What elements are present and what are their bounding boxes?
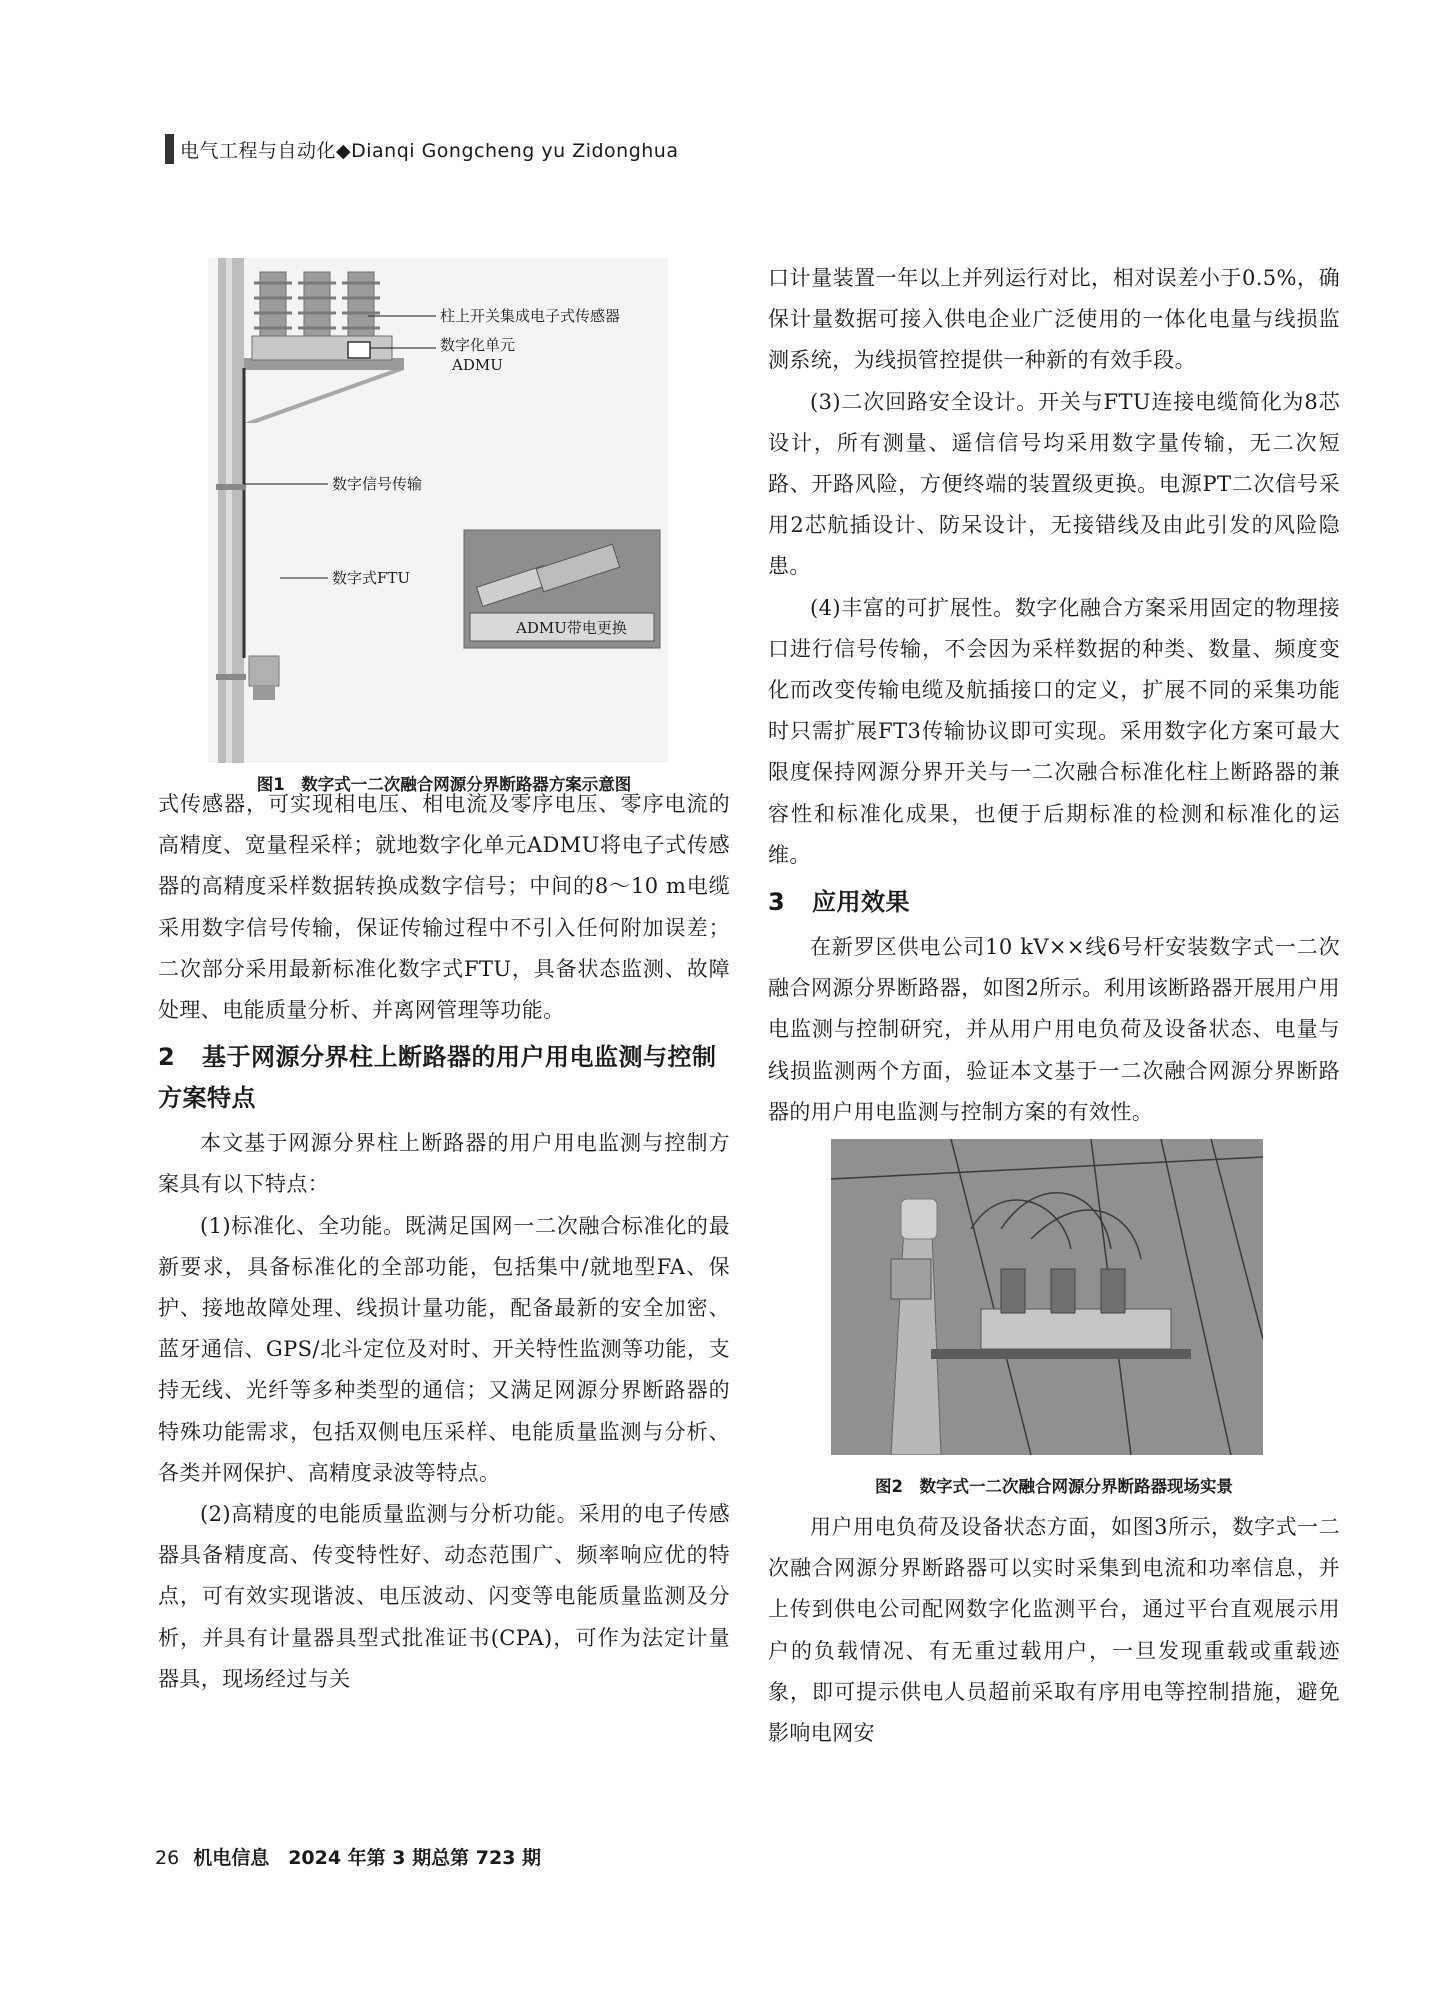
figure-1 xyxy=(158,258,730,794)
figure-2-image xyxy=(831,1139,1263,1455)
label-signal: 数字信号传输 xyxy=(332,475,423,493)
figure-1-caption: 图1 数字式一二次融合网源分界断路器方案示意图 xyxy=(256,775,632,794)
left-column xyxy=(158,258,730,1700)
section-3-heading xyxy=(768,882,1340,923)
figure-2 xyxy=(768,1139,1340,1503)
right-paragraph-5: 用户用电负荷及设备状态方面，如图3所示，数字式一二次融合网源分界断路器可以实时采集到电流和功率信息，并上传到供电公司配网数字化监测平台，通过平台直观展示用户的负载情况、有无重过载用户，一旦发现重载或重载迹象，即可提示供电人员超前采取有序用电等控制措施，避免影响电网安 xyxy=(768,1515,1340,1746)
journal-issue: 机电信息 2024 年第 3 期总第 723 期 xyxy=(193,1847,542,1869)
label-inset: ADMU带电更换 xyxy=(516,619,627,637)
right-paragraph-4: 在新罗区供电公司10 kV××线6号杆安装数字式一二次融合网源分界断路器，如图2所示。利用该断路器开展用户用电监测与控制研究，并从用户用电负荷及设备状态、电量与线损监测两个方面，验证本文基于一二次融合网源分界断路器的用户用电监测与控制方案的有效性。 xyxy=(768,935,1340,1124)
figure-2-caption: 图2 数字式一二次融合网源分界断路器现场实景 xyxy=(875,1477,1233,1497)
running-header xyxy=(165,134,679,164)
right-column xyxy=(768,258,1340,1754)
right-paragraph-3: (4)丰富的可扩展性。数字化融合方案采用固定的物理接口进行信号传输，不会因为采样数据的种类、数量、频度变化而改变传输电缆及航插接口的定义，扩展不同的采集功能时只需扩展FT3传输协议即可实现。采用数字化方案可最大限度保持网源分界开关与一二次融合标准化柱上断路器的兼容性和标准化成果，也便于后期标准的检测和标准化的运维。 xyxy=(768,595,1340,867)
label-admu-line2: ADMU xyxy=(452,356,503,374)
label-admu-line1: 数字化单元 xyxy=(440,336,516,354)
left-paragraph-2: 本文基于网源分界柱上断路器的用户用电监测与控制方案具有以下特点： xyxy=(158,1131,730,1197)
right-paragraph-1: 口计量装置一年以上并列运行对比，相对误差小于0.5%，确保计量数据可接入供电企业广泛使用的一体化电量与线损监测系统，为线损管控提供一种新的有效手段。 xyxy=(768,266,1340,373)
label-ftu: 数字式FTU xyxy=(332,569,411,587)
section-2-number: 2 xyxy=(158,1043,176,1072)
header-text: 电气工程与自动化◆Dianqi Gongcheng yu Zidonghua xyxy=(180,139,679,162)
section-3-number: 3 xyxy=(768,888,786,917)
page-number: 26 xyxy=(155,1847,180,1869)
page-footer xyxy=(155,1843,541,1870)
label-sensor: 柱上开关集成电子式传感器 xyxy=(440,307,621,325)
section-3-title: 应用效果 xyxy=(812,888,910,917)
section-2-title: 基于网源分界柱上断路器的用户用电监测与控制方案特点 xyxy=(158,1043,717,1113)
left-paragraph-4: (2)高精度的电能质量监测与分析功能。采用的电子传感器具备精度高、传变特性好、动态范围广、频率响应优的特点，可有效实现谐波、电压波动、闪变等电能质量监测及分析，并具有计量器具型式批准证书(CPA)，可作为法定计量器具，现场经过与关 xyxy=(158,1502,730,1691)
left-paragraph-3: (1)标准化、全功能。既满足国网一二次融合标准化的最新要求，具备标准化的全部功能，包括集中/就地型FA、保护、接地故障处理、线损计量功能，配备最新的安全加密、蓝牙通信、GPS/北斗定位及对时、开关特性监测等功能，支持无线、光纤等多种类型的通信；又满足网源分界断路器的特殊功能需求，包括双侧电压采样、电能质量监测与分析、各类并网保护、高精度录波等特点。 xyxy=(158,1213,730,1485)
figure-1-image xyxy=(208,258,668,763)
right-paragraph-2: (3)二次回路安全设计。开关与FTU连接电缆简化为8芯设计，所有测量、遥信信号均采用数字量传输，无二次短路、开路风险，方便终端的装置级更换。电源PT二次信号采用2芯航插设计、防呆设计，无接错线及由此引发的风险隐患。 xyxy=(768,389,1340,579)
section-2-heading xyxy=(158,1037,730,1119)
header-bar xyxy=(165,134,174,164)
left-paragraph-1: 式传感器，可实现相电压、相电流及零序电压、零序电流的高精度、宽量程采样；就地数字化单元ADMU将电子式传感器的高精度采样数据转换成数字信号；中间的8～10 m电缆采用数字信号传输，保证传输过程中不引入任何附加误差；二次部分采用最新标准化数字式FTU，具备状态监测、故障处理、电能质量分析、并离网管理等功能。 xyxy=(158,792,730,1023)
